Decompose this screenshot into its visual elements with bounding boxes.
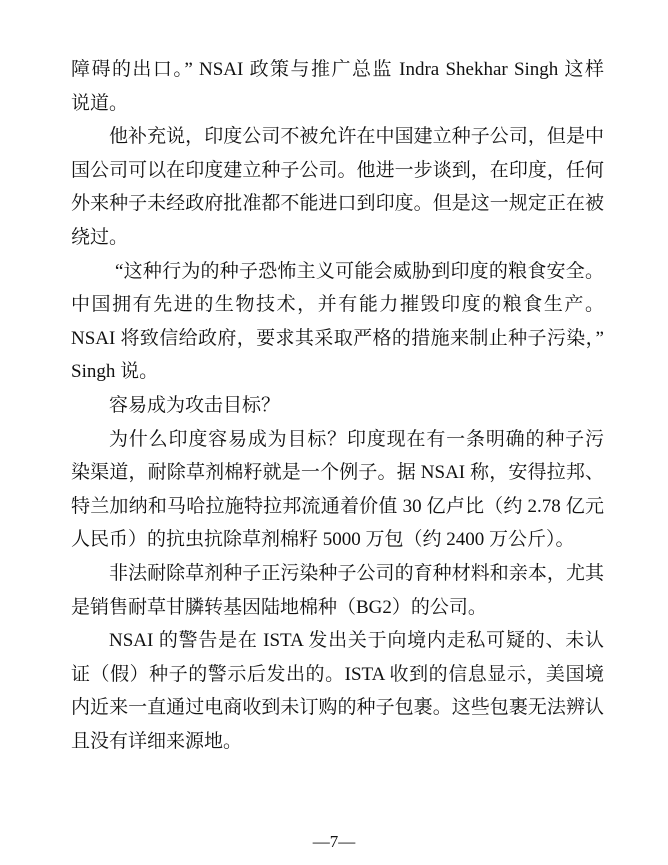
text-line: 说道。 xyxy=(71,92,129,114)
text-line: 且没有详细来源地。 xyxy=(71,730,243,752)
text-line: 染渠道，耐除草剂棉籽就是一个例子。据 NSAI 称，安得拉邦、 xyxy=(71,462,604,484)
text-line: 中国拥有先进的生物技术，并有能力摧毁印度的粮食生产。 xyxy=(71,294,604,316)
text-line: 证（假）种子的警示后发出的。ISTA 收到的信息显示，美国境 xyxy=(71,663,604,685)
text-line: 他补充说，印度公司不被允许在中国建立种子公司，但是中 xyxy=(109,126,604,148)
text-line: 绕过。 xyxy=(71,226,129,248)
text-line: NSAI 将致信给政府，要求其采取严格的措施来制止种子污染，” xyxy=(71,327,604,349)
text-line: Singh 说。 xyxy=(71,361,159,383)
text-line: NSAI 的警告是在 ISTA 发出关于向境内走私可疑的、未认 xyxy=(109,630,604,652)
document-body xyxy=(71,53,604,758)
text-line: 内近来一直通过电商收到未订购的种子包裹。这些包裹无法辨认 xyxy=(71,697,604,719)
text-line: 为什么印度容易成为目标？印度现在有一条明确的种子污 xyxy=(109,428,604,450)
page-number: —7— xyxy=(312,832,356,851)
text-line: 国公司可以在印度建立种子公司。他进一步谈到，在印度，任何 xyxy=(71,159,604,181)
text-line: 是销售耐草甘膦转基因陆地棉种（BG2）的公司。 xyxy=(71,596,487,618)
text-line: 外来种子未经政府批准都不能进口到印度。但是这一规定正在被 xyxy=(71,193,604,215)
text-line: “这种行为的种子恐怖主义可能会威胁到印度的粮食安全。 xyxy=(115,260,604,282)
text-line: 特兰加纳和马哈拉施特拉邦流通着价值 30 亿卢比（约 2.78 亿元 xyxy=(71,495,604,517)
text-line: 人民币）的抗虫抗除草剂棉籽 5000 万包（约 2400 万公斤）。 xyxy=(71,529,575,551)
text-line: 障碍的出口。” NSAI 政策与推广总监 Indra Shekhar Singh 这样 xyxy=(71,59,604,80)
text-line: 非法耐除草剂种子正污染种子公司的育种材料和亲本，尤其 xyxy=(109,562,604,584)
section-heading: 容易成为攻击目标？ xyxy=(109,394,281,416)
